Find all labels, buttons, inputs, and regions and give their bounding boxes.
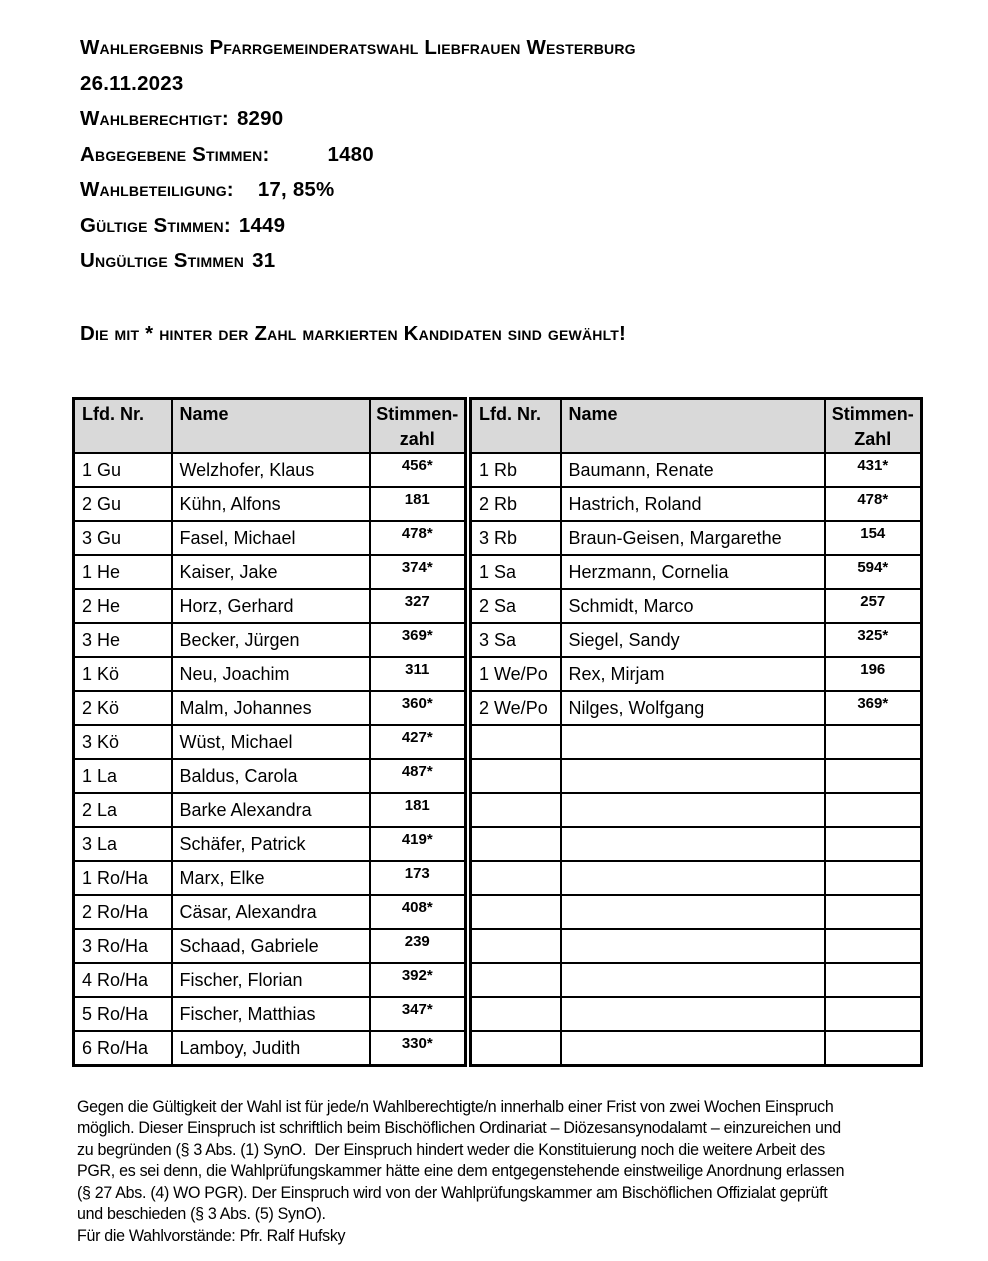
cell-name bbox=[561, 929, 825, 963]
cell-lfd-nr: 1 We/Po bbox=[471, 657, 561, 691]
header-lfd-nr: Lfd. Nr. bbox=[74, 399, 172, 454]
legal-notice-line: möglich. Dieser Einspruch ist schriftlich beim Bischöflichen Ordinariat – Diözesansynodalamt – einzureichen und bbox=[77, 1119, 841, 1137]
table-row-empty bbox=[471, 759, 922, 793]
cell-name: Rex, Mirjam bbox=[561, 657, 825, 691]
cell-name: Fasel, Michael bbox=[172, 521, 370, 555]
table-row bbox=[471, 623, 922, 657]
cell-stimmenzahl: 181 bbox=[370, 793, 466, 827]
legal-notice-line: und beschieden (§ 3 Abs. (5) SynO). bbox=[77, 1205, 326, 1223]
cell-name bbox=[561, 861, 825, 895]
stat-label: Gültige Stimmen: bbox=[80, 213, 231, 237]
stat-value: 1449 bbox=[238, 213, 286, 237]
cell-stimmenzahl: 369* bbox=[370, 623, 466, 657]
cell-stimmenzahl: 181 bbox=[370, 487, 466, 521]
cell-lfd-nr: 2 He bbox=[74, 589, 172, 623]
cell-lfd-nr: 1 Rb bbox=[471, 453, 561, 487]
header-row bbox=[471, 399, 922, 454]
header-row bbox=[74, 399, 466, 454]
cell-lfd-nr bbox=[471, 827, 561, 861]
header-name: Name bbox=[561, 399, 825, 454]
stat-label: Abgegebene Stimmen: bbox=[80, 142, 270, 166]
cell-stimmenzahl: 239 bbox=[370, 929, 466, 963]
table-row bbox=[74, 759, 466, 793]
cell-name: Welzhofer, Klaus bbox=[172, 453, 370, 487]
cell-lfd-nr: 1 Ro/Ha bbox=[74, 861, 172, 895]
table-row bbox=[74, 521, 466, 555]
table-header bbox=[74, 399, 466, 454]
cell-stimmenzahl bbox=[825, 793, 922, 827]
cell-name: Kühn, Alfons bbox=[172, 487, 370, 521]
cell-stimmenzahl bbox=[825, 861, 922, 895]
cell-name bbox=[561, 1031, 825, 1065]
table-row-empty bbox=[471, 725, 922, 759]
table-row bbox=[74, 895, 466, 929]
stat-wahlberechtigt bbox=[80, 101, 988, 137]
cell-stimmenzahl: 392* bbox=[370, 963, 466, 997]
cell-lfd-nr: 2 Sa bbox=[471, 589, 561, 623]
table-row bbox=[74, 657, 466, 691]
cell-name: Herzmann, Cornelia bbox=[561, 555, 825, 589]
table-row bbox=[74, 589, 466, 623]
cell-lfd-nr: 4 Ro/Ha bbox=[74, 963, 172, 997]
cell-lfd-nr: 3 La bbox=[74, 827, 172, 861]
cell-stimmenzahl bbox=[825, 725, 922, 759]
cell-lfd-nr: 5 Ro/Ha bbox=[74, 997, 172, 1031]
table-row-empty bbox=[471, 793, 922, 827]
cell-lfd-nr: 2 We/Po bbox=[471, 691, 561, 725]
cell-name bbox=[561, 827, 825, 861]
cell-stimmenzahl bbox=[825, 963, 922, 997]
table-row bbox=[471, 657, 922, 691]
table-row bbox=[471, 521, 922, 555]
stat-wahlbeteiligung bbox=[80, 172, 988, 208]
cell-stimmenzahl bbox=[825, 929, 922, 963]
table-row-empty bbox=[471, 1031, 922, 1065]
cell-lfd-nr: 3 Ro/Ha bbox=[74, 929, 172, 963]
cell-lfd-nr bbox=[471, 725, 561, 759]
cell-lfd-nr: 3 Sa bbox=[471, 623, 561, 657]
cell-lfd-nr bbox=[471, 793, 561, 827]
header-lfd-nr: Lfd. Nr. bbox=[471, 399, 561, 454]
cell-name bbox=[561, 895, 825, 929]
stat-value: 1480 bbox=[327, 142, 374, 166]
table-row-empty bbox=[471, 997, 922, 1031]
election-date: 26.11.2023 bbox=[80, 71, 184, 95]
table-row bbox=[74, 725, 466, 759]
table-row-empty bbox=[471, 963, 922, 997]
table-row bbox=[74, 623, 466, 657]
cell-name: Cäsar, Alexandra bbox=[172, 895, 370, 929]
cell-name: Schäfer, Patrick bbox=[172, 827, 370, 861]
cell-lfd-nr: 2 Ro/Ha bbox=[74, 895, 172, 929]
cell-name bbox=[561, 759, 825, 793]
table-row bbox=[74, 487, 466, 521]
table-row bbox=[471, 691, 922, 725]
cell-name: Becker, Jürgen bbox=[172, 623, 370, 657]
cell-lfd-nr: 1 He bbox=[74, 555, 172, 589]
table-row bbox=[74, 861, 466, 895]
cell-name: Wüst, Michael bbox=[172, 725, 370, 759]
cell-lfd-nr: 3 Gu bbox=[74, 521, 172, 555]
cell-name: Barke Alexandra bbox=[172, 793, 370, 827]
legal-notice-line: (§ 27 Abs. (4) WO PGR). Der Einspruch wird von der Wahlprüfungskammer am Bischöflichen Offizialat geprüft bbox=[77, 1183, 828, 1202]
cell-lfd-nr bbox=[471, 895, 561, 929]
cell-lfd-nr: 6 Ro/Ha bbox=[74, 1031, 172, 1065]
cell-name: Marx, Elke bbox=[172, 861, 370, 895]
cell-stimmenzahl: 257 bbox=[825, 589, 922, 623]
cell-lfd-nr: 2 La bbox=[74, 793, 172, 827]
cell-stimmenzahl: 594* bbox=[825, 555, 922, 589]
table-row bbox=[74, 827, 466, 861]
table-row bbox=[74, 929, 466, 963]
stat-value: 31 bbox=[252, 249, 276, 272]
table-row bbox=[74, 963, 466, 997]
table-row bbox=[471, 453, 922, 487]
table-row bbox=[74, 793, 466, 827]
cell-stimmenzahl bbox=[825, 759, 922, 793]
table-row bbox=[74, 555, 466, 589]
cell-lfd-nr bbox=[471, 963, 561, 997]
results-table-left bbox=[72, 397, 467, 1067]
cell-lfd-nr: 2 Kö bbox=[74, 691, 172, 725]
cell-name: Horz, Gerhard bbox=[172, 589, 370, 623]
stat-value: 17, 85% bbox=[257, 178, 335, 201]
header-name: Name bbox=[172, 399, 370, 454]
cell-stimmenzahl: 311 bbox=[370, 657, 466, 691]
table-row bbox=[471, 555, 922, 589]
stat-ungueltige-stimmen bbox=[80, 243, 988, 279]
cell-stimmenzahl: 325* bbox=[825, 623, 922, 657]
cell-name bbox=[561, 997, 825, 1031]
cell-stimmenzahl bbox=[825, 1031, 922, 1065]
cell-stimmenzahl: 478* bbox=[825, 487, 922, 521]
page-title: Wahlergebnis Pfarrgemeinderatswahl Liebfrauen Westerburg bbox=[80, 36, 636, 59]
header-stimmenzahl-line2: zahl bbox=[399, 429, 435, 449]
cell-stimmenzahl: 408* bbox=[370, 895, 466, 929]
cell-name: Baldus, Carola bbox=[172, 759, 370, 793]
legal-notice-line: zu begründen (§ 3 Abs. (1) SynO. Der Einspruch hindert weder die Konstituierung noch die weitere Arbeit des bbox=[77, 1140, 825, 1159]
table-body-right bbox=[471, 453, 922, 1065]
table-row-empty bbox=[471, 929, 922, 963]
stat-label: Ungültige Stimmen bbox=[80, 249, 245, 272]
table-row bbox=[74, 453, 466, 487]
cell-name: Siegel, Sandy bbox=[561, 623, 825, 657]
cell-name bbox=[561, 793, 825, 827]
cell-stimmenzahl: 154 bbox=[825, 521, 922, 555]
cell-lfd-nr: 3 Rb bbox=[471, 521, 561, 555]
cell-name bbox=[561, 963, 825, 997]
results-tables bbox=[72, 397, 988, 1067]
cell-stimmenzahl: 374* bbox=[370, 555, 466, 589]
header-stimmenzahl-line2: Zahl bbox=[854, 429, 892, 449]
cell-name: Kaiser, Jake bbox=[172, 555, 370, 589]
cell-lfd-nr: 2 Rb bbox=[471, 487, 561, 521]
cell-lfd-nr bbox=[471, 861, 561, 895]
stat-abgegebene-stimmen bbox=[80, 137, 988, 173]
cell-lfd-nr: 3 Kö bbox=[74, 725, 172, 759]
cell-name: Braun-Geisen, Margarethe bbox=[561, 521, 825, 555]
cell-stimmenzahl: 173 bbox=[370, 861, 466, 895]
header-stimmenzahl bbox=[825, 399, 922, 454]
elected-note: Die mit * hinter der Zahl markierten Kandidaten sind gewählt! bbox=[80, 321, 627, 345]
cell-stimmenzahl: 347* bbox=[370, 997, 466, 1031]
cell-stimmenzahl: 487* bbox=[370, 759, 466, 793]
cell-lfd-nr: 1 Sa bbox=[471, 555, 561, 589]
cell-name: Fischer, Florian bbox=[172, 963, 370, 997]
table-header bbox=[471, 399, 922, 454]
cell-lfd-nr bbox=[471, 929, 561, 963]
cell-stimmenzahl: 478* bbox=[370, 521, 466, 555]
table-row bbox=[471, 487, 922, 521]
cell-stimmenzahl: 360* bbox=[370, 691, 466, 725]
cell-name bbox=[561, 725, 825, 759]
cell-lfd-nr: 1 Gu bbox=[74, 453, 172, 487]
header-stimmenzahl-line1: Stimmen- bbox=[376, 404, 459, 424]
cell-stimmenzahl: 419* bbox=[370, 827, 466, 861]
cell-lfd-nr: 1 Kö bbox=[74, 657, 172, 691]
results-table-right bbox=[469, 397, 923, 1067]
cell-lfd-nr bbox=[471, 1031, 561, 1065]
cell-stimmenzahl bbox=[825, 895, 922, 929]
cell-stimmenzahl: 427* bbox=[370, 725, 466, 759]
stat-label: Wahlbeteiligung: bbox=[80, 178, 234, 201]
cell-lfd-nr bbox=[471, 759, 561, 793]
cell-name: Schmidt, Marco bbox=[561, 589, 825, 623]
legal-notice bbox=[77, 1097, 961, 1248]
cell-stimmenzahl: 196 bbox=[825, 657, 922, 691]
cell-stimmenzahl bbox=[825, 827, 922, 861]
table-body-left bbox=[74, 453, 466, 1065]
table-row-empty bbox=[471, 895, 922, 929]
cell-name: Baumann, Renate bbox=[561, 453, 825, 487]
cell-name: Hastrich, Roland bbox=[561, 487, 825, 521]
cell-name: Neu, Joachim bbox=[172, 657, 370, 691]
cell-lfd-nr bbox=[471, 997, 561, 1031]
cell-stimmenzahl: 330* bbox=[370, 1031, 466, 1065]
table-row-empty bbox=[471, 861, 922, 895]
table-row bbox=[471, 589, 922, 623]
cell-name: Malm, Johannes bbox=[172, 691, 370, 725]
table-row bbox=[74, 997, 466, 1031]
stat-value: 8290 bbox=[236, 107, 284, 130]
cell-name: Lamboy, Judith bbox=[172, 1031, 370, 1065]
cell-lfd-nr: 3 He bbox=[74, 623, 172, 657]
table-row bbox=[74, 691, 466, 725]
cell-stimmenzahl: 456* bbox=[370, 453, 466, 487]
cell-name: Nilges, Wolfgang bbox=[561, 691, 825, 725]
cell-name: Schaad, Gabriele bbox=[172, 929, 370, 963]
cell-lfd-nr: 2 Gu bbox=[74, 487, 172, 521]
header-stimmenzahl bbox=[370, 399, 466, 454]
stat-label: Wahlberechtigt: bbox=[80, 107, 229, 130]
table-row-empty bbox=[471, 827, 922, 861]
legal-notice-line: PGR, es sei denn, die Wahlprüfungskammer hätte eine dem entgegenstehende einstweilige Anordnung erlassen bbox=[77, 1162, 845, 1180]
legal-notice-line: Für die Wahlvorstände: Pfr. Ralf Hufsky bbox=[77, 1226, 346, 1245]
cell-stimmenzahl: 327 bbox=[370, 589, 466, 623]
cell-stimmenzahl bbox=[825, 997, 922, 1031]
table-row bbox=[74, 1031, 466, 1065]
stat-gueltige-stimmen bbox=[80, 208, 988, 244]
header-stimmenzahl-line1: Stimmen- bbox=[831, 404, 914, 424]
cell-lfd-nr: 1 La bbox=[74, 759, 172, 793]
legal-notice-line: Gegen die Gültigkeit der Wahl ist für jede/n Wahlberechtigte/n innerhalb einer Frist von zwei Wochen Einspruch bbox=[77, 1097, 834, 1116]
cell-stimmenzahl: 431* bbox=[825, 453, 922, 487]
cell-name: Fischer, Matthias bbox=[172, 997, 370, 1031]
cell-stimmenzahl: 369* bbox=[825, 691, 922, 725]
